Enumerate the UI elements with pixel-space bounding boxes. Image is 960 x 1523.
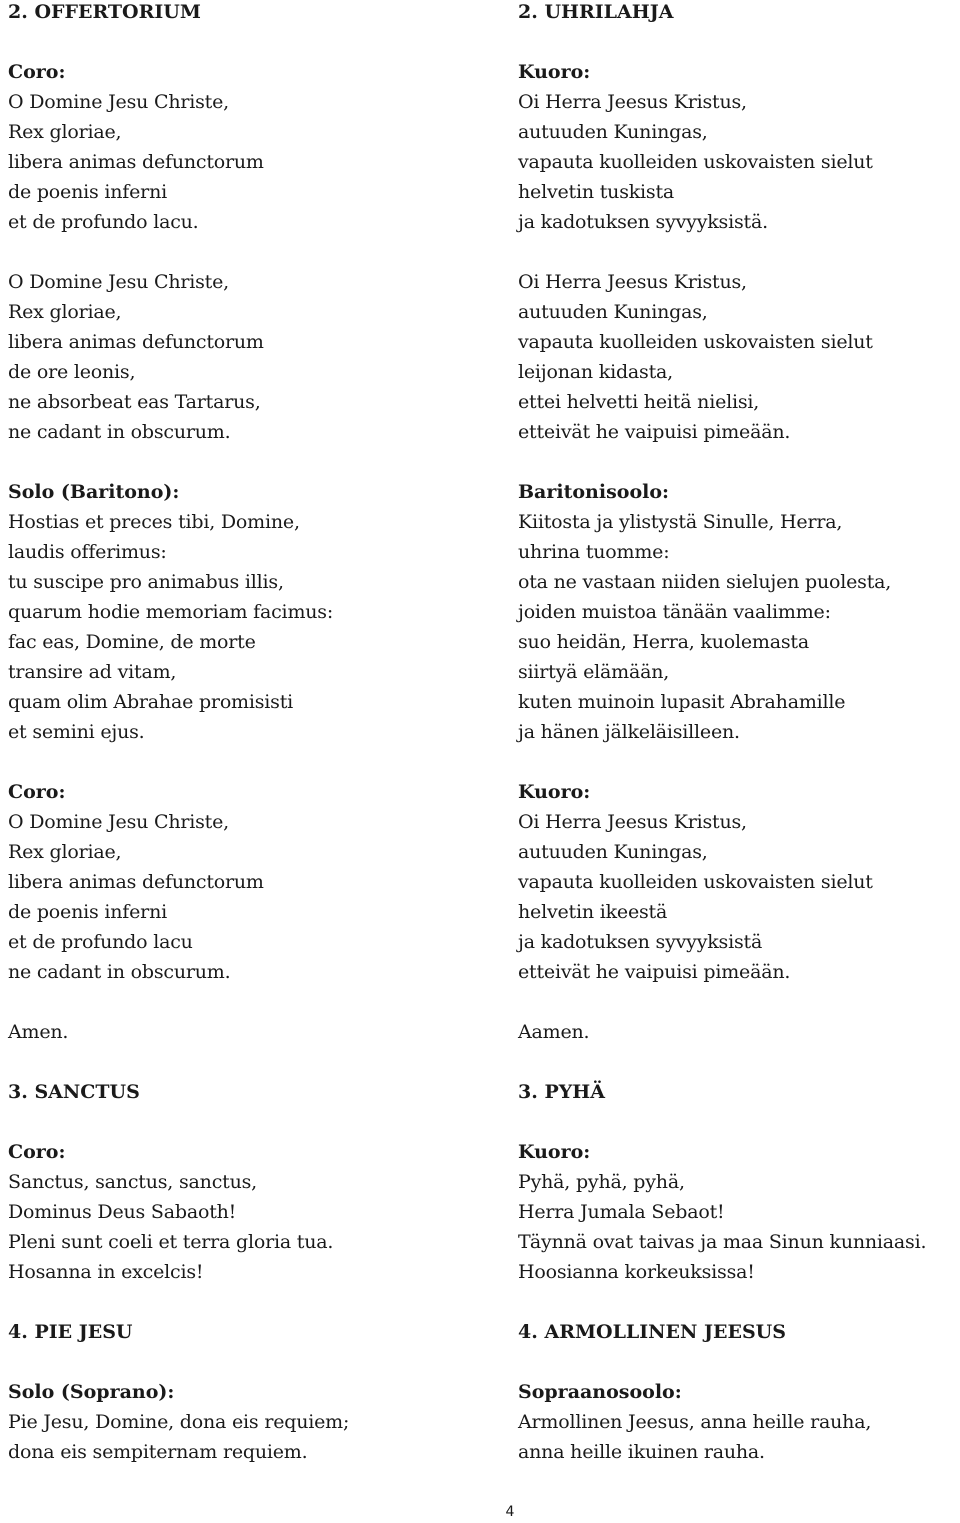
left-lyric-line: laudis offerimus: <box>8 541 167 563</box>
right-lyric-line: ja hänen jälkeläisilleen. <box>518 721 740 743</box>
left-lyric-line: Pleni sunt coeli et terra gloria tua. <box>8 1231 334 1253</box>
right-lyric-line: ja kadotuksen syvyyksistä <box>518 931 763 953</box>
left-lyric-line: et de profundo lacu <box>8 931 193 953</box>
right-section-heading: 2. UHRILAHJA <box>518 1 674 23</box>
left-lyric-line: Rex gloriae, <box>8 121 122 143</box>
right-lyric-line: leijonan kidasta, <box>518 361 674 383</box>
right-lyric-line: Kiitosta ja ylistystä Sinulle, Herra, <box>518 511 843 533</box>
left-lyric-line: Hostias et preces tibi, Domine, <box>8 511 300 533</box>
right-voice-label: Sopraanosoolo: <box>518 1381 682 1403</box>
left-section-heading: 2. OFFERTORIUM <box>8 1 201 23</box>
right-lyric-line: Oi Herra Jeesus Kristus, <box>518 91 747 113</box>
right-lyric-line: siirtyä elämään, <box>518 661 670 683</box>
right-lyric-line: Herra Jumala Sebaot! <box>518 1201 725 1223</box>
right-lyric-line: autuuden Kuningas, <box>518 841 708 863</box>
left-lyric-line: transire ad vitam, <box>8 661 177 683</box>
left-lyric-line: libera animas defunctorum <box>8 331 264 353</box>
left-lyric-line: de poenis inferni <box>8 901 167 923</box>
left-lyric-line: Dominus Deus Sabaoth! <box>8 1201 237 1223</box>
left-voice-label: Solo (Soprano): <box>8 1381 175 1403</box>
right-lyric-line: vapauta kuolleiden uskovaisten sielut <box>518 871 873 893</box>
left-lyric-line: Rex gloriae, <box>8 301 122 323</box>
right-lyric-line: Pyhä, pyhä, pyhä, <box>518 1171 685 1193</box>
left-voice-label: Coro: <box>8 1141 66 1163</box>
right-voice-label: Baritonisoolo: <box>518 481 670 503</box>
left-voice-label: Solo (Baritono): <box>8 481 180 503</box>
left-section-heading: 4. PIE JESU <box>8 1321 133 1343</box>
left-lyric-line: quam olim Abrahae promisisti <box>8 691 294 713</box>
right-section-heading: 4. ARMOLLINEN JEESUS <box>518 1321 786 1343</box>
right-lyric-line: ja kadotuksen syvyyksistä. <box>518 211 768 233</box>
right-voice-label: Kuoro: <box>518 61 591 83</box>
right-lyric-line: vapauta kuolleiden uskovaisten sielut <box>518 331 873 353</box>
right-voice-label: Kuoro: <box>518 781 591 803</box>
right-lyric-line: suo heidän, Herra, kuolemasta <box>518 631 809 653</box>
right-lyric-line: Aamen. <box>518 1021 590 1043</box>
left-lyric-line: Rex gloriae, <box>8 841 122 863</box>
left-lyric-line: Amen. <box>8 1021 69 1043</box>
left-lyric-line: libera animas defunctorum <box>8 151 264 173</box>
left-lyric-line: O Domine Jesu Christe, <box>8 271 229 293</box>
left-lyric-line: ne cadant in obscurum. <box>8 421 231 443</box>
right-lyric-line: Hoosianna korkeuksissa! <box>518 1261 755 1283</box>
right-lyric-line: ota ne vastaan niiden sielujen puolesta, <box>518 571 892 593</box>
left-voice-label: Coro: <box>8 61 66 83</box>
left-lyric-line: et semini ejus. <box>8 721 145 743</box>
left-lyric-line: libera animas defunctorum <box>8 871 264 893</box>
right-lyric-line: joiden muistoa tänään vaalimme: <box>518 601 831 623</box>
left-lyric-line: Hosanna in excelcis! <box>8 1261 204 1283</box>
right-lyric-line: uhrina tuomme: <box>518 541 670 563</box>
left-voice-label: Coro: <box>8 781 66 803</box>
left-lyric-line: de ore leonis, <box>8 361 136 383</box>
left-lyric-line: ne absorbeat eas Tartarus, <box>8 391 261 413</box>
left-lyric-line: dona eis sempiternam requiem. <box>8 1441 308 1463</box>
right-lyric-line: Oi Herra Jeesus Kristus, <box>518 811 747 833</box>
left-lyric-line: tu suscipe pro animabus illis, <box>8 571 284 593</box>
right-lyric-line: vapauta kuolleiden uskovaisten sielut <box>518 151 873 173</box>
left-lyric-line: O Domine Jesu Christe, <box>8 811 229 833</box>
left-lyric-line: fac eas, Domine, de morte <box>8 631 256 653</box>
right-lyric-line: anna heille ikuinen rauha. <box>518 1441 765 1463</box>
left-lyric-line: O Domine Jesu Christe, <box>8 91 229 113</box>
left-lyric-line: Pie Jesu, Domine, dona eis requiem; <box>8 1411 350 1433</box>
left-lyric-line: et de profundo lacu. <box>8 211 199 233</box>
right-lyric-line: Armollinen Jeesus, anna heille rauha, <box>518 1411 872 1433</box>
left-lyric-line: Sanctus, sanctus, sanctus, <box>8 1171 257 1193</box>
right-voice-label: Kuoro: <box>518 1141 591 1163</box>
right-lyric-line: helvetin ikeestä <box>518 901 668 923</box>
right-lyric-line: autuuden Kuningas, <box>518 121 708 143</box>
page-number: 4 <box>505 1504 515 1520</box>
right-lyric-line: autuuden Kuningas, <box>518 301 708 323</box>
left-section-heading: 3. SANCTUS <box>8 1081 140 1103</box>
right-lyric-line: etteivät he vaipuisi pimeään. <box>518 961 791 983</box>
left-lyric-line: de poenis inferni <box>8 181 167 203</box>
left-lyric-line: quarum hodie memoriam facimus: <box>8 601 334 623</box>
right-lyric-line: kuten muinoin lupasit Abrahamille <box>518 691 846 713</box>
right-lyric-line: helvetin tuskista <box>518 181 675 203</box>
right-lyric-line: etteivät he vaipuisi pimeään. <box>518 421 791 443</box>
right-lyric-line: Oi Herra Jeesus Kristus, <box>518 271 747 293</box>
right-lyric-line: Täynnä ovat taivas ja maa Sinun kunniaasi. <box>518 1231 927 1253</box>
right-lyric-line: ettei helvetti heitä nielisi, <box>518 391 760 413</box>
right-section-heading: 3. PYHÄ <box>518 1081 605 1103</box>
left-lyric-line: ne cadant in obscurum. <box>8 961 231 983</box>
